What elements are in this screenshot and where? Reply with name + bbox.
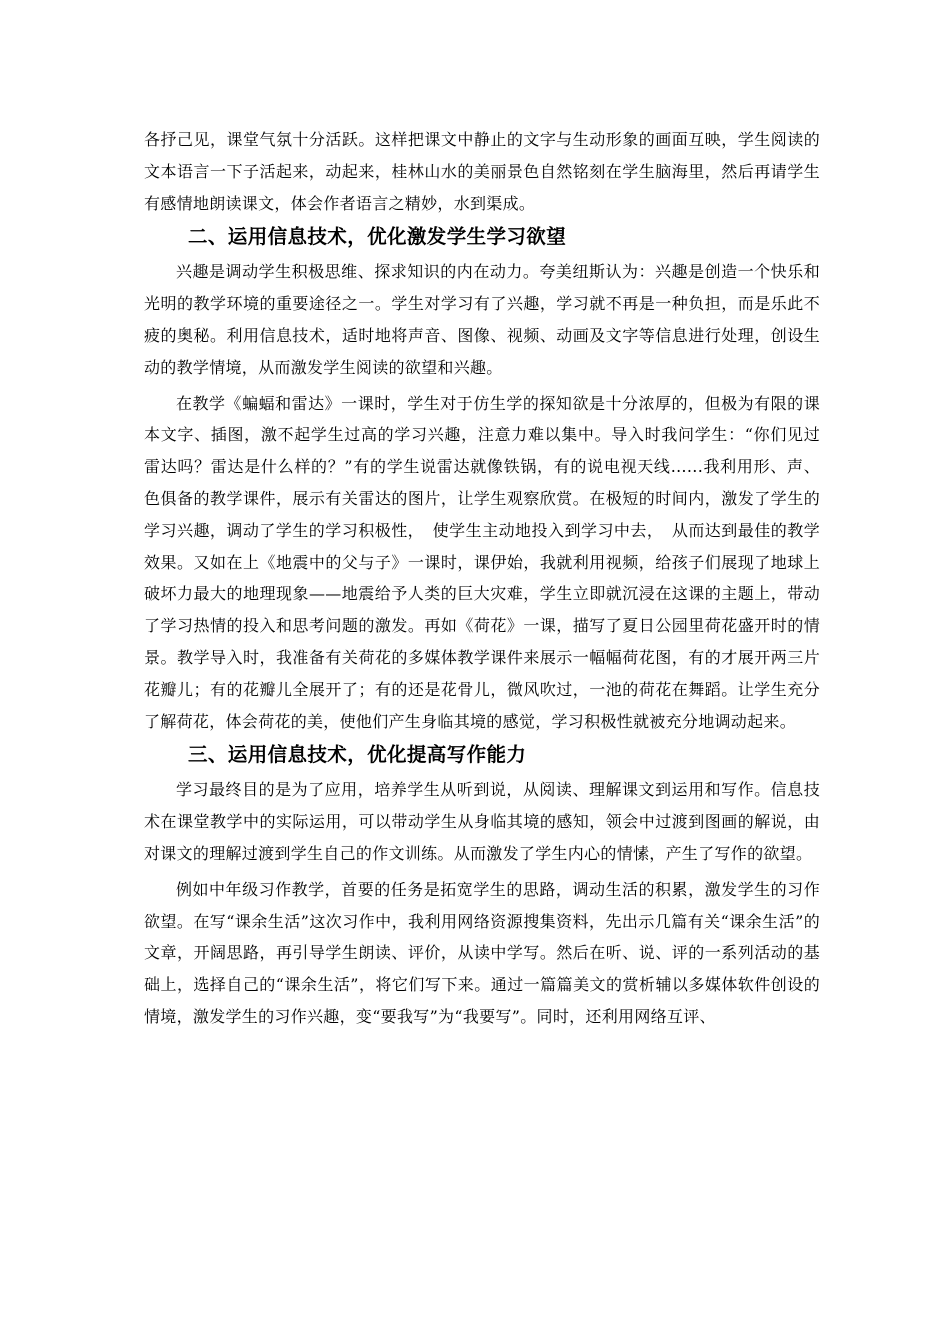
paragraph-writing-example: 例如中年级习作教学，首要的任务是拓宽学生的思路，调动生活的积累，激发学生的习作欲望。在写“课余生活”这次习作中，我利用网络资源搜集资料，先出示几篇有关“课余生活”的文章，开阔思路，再引导学生朗读、评价，从读中学写。然后在听、说、评的一系列活动的基础上，选择自己的“课余生活”，将它们写下来。通过一篇篇美文的赏析辅以多媒体软件创设的情境，激发学生的习作兴趣，变“要我写”为“我要写”。同时，还利用网络互评、 — [144, 879, 820, 1026]
paragraph-intro: 各抒己见，课堂气氛十分活跃。这样把课文中静止的文字与生动形象的画面互映，学生阅读的 文本语言一下子活起来，动起来，桂林山水的美丽景色自然铭刻在学生脑海里，然后再请学生有感情地朗读课文，体会作者语言之精妙，水到渠成。 — [144, 130, 820, 213]
document-body — [144, 124, 820, 1033]
section-heading-2: 二、运用信息技术，优化激发学生学习欲望 — [188, 225, 567, 249]
paragraph-examples: 在教学《蝙蝠和雷达》一课时，学生对于仿生学的探知欲是十分浓厚的，但极为有限的课本文字、插图，激不起学生过高的学习兴趣，注意力难以集中。导入时我问学生：“你们见过雷达吗？雷达是什么样的？”有的学生说雷达就像铁锅，有的说电视天线…...我利用形、声、色俱备的教学课件，展示有关雷达的图片，让学生观察欣赏。在极短的时间内，激发了学生的学习兴趣，调动了学生的学习积极性， 使学生主动地投入到学习中去， 从而达到最佳的教学效果。又如在上《地震中的父与子》一课时，课伊始，我就利用视频，给孩子们展现了地球上破坏力最大的地理现象——地震给予人类的巨大灾难，学生立即就沉浸在这课的主题上，带动了学习热情的投入和思考问题的激发。再如《荷花》一课，描写了夏日公园里荷花盛开时的情景。教学导入时，我准备有关荷花的多媒体教学课件来展示一幅幅荷花图，有的才展开两三片花瓣儿；有的花瓣儿全展开了；有的还是花骨儿，微风吹过，一池的荷花在舞蹈。让学生充分了解荷花，体会荷花的美，使他们产生身临其境的感觉，学习积极性就被充分地调动起来。 — [144, 393, 820, 731]
section-heading-3: 三、运用信息技术，优化提高写作能力 — [188, 743, 527, 767]
paragraph-interest: 兴趣是调动学生积极思维、探求知识的内在动力。夸美纽斯认为：兴趣是创造一个快乐和光明的教学环境的重要途径之一。学生对学习有了兴趣，学习就不再是一种负担，而是乐此不疲的奥秘。利用信息技术，适时地将声音、图像、视频、动画及文字等信息进行处理，创设生动的教学情境，从而激发学生阅读的欲望和兴趣。 — [144, 262, 820, 377]
paragraph-writing-goal: 学习最终目的是为了应用，培养学生从听到说，从阅读、理解课文到运用和写作。信息技术在课堂教学中的实际运用，可以带动学生从身临其境的感知，领会中过渡到图画的解说，由对课文的理解过渡到学生自己的作文训练。从而激发了学生内心的情愫，产生了写作的欲望。 — [144, 780, 820, 863]
